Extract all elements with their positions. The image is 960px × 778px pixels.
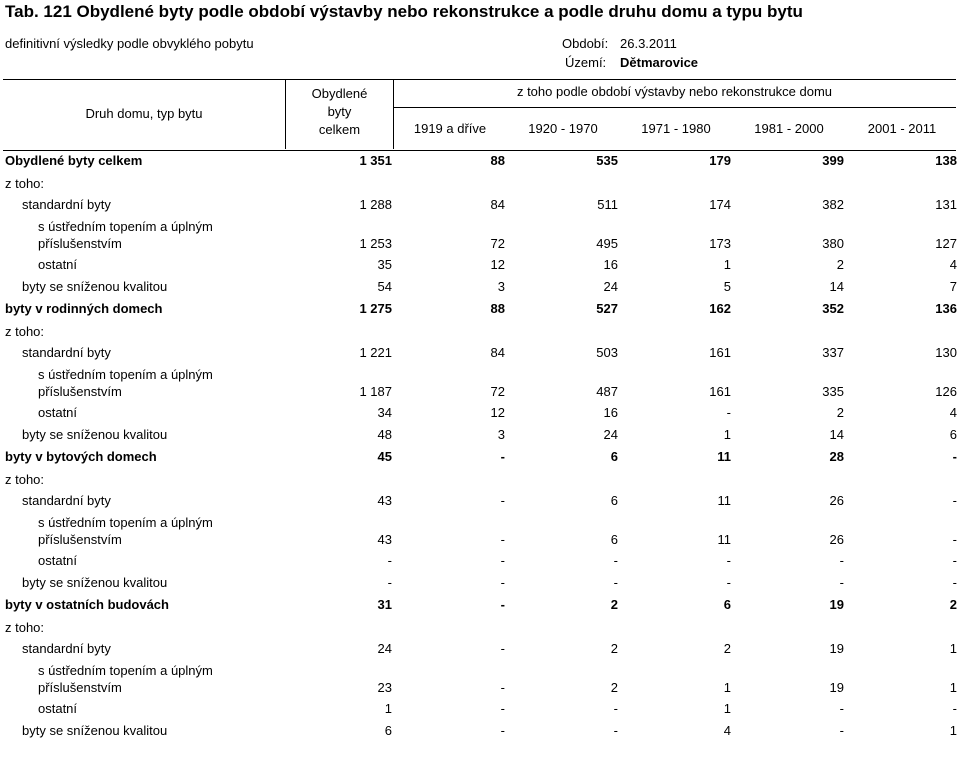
row-label: byty se sníženou kvalitou	[22, 427, 168, 442]
table-row	[0, 405, 960, 423]
row-label: z toho:	[5, 176, 45, 191]
cell-total: -	[387, 575, 392, 590]
cell-period-5: 130	[935, 345, 957, 360]
period-group-header: z toho podle období výstavby nebo rekonstrukce domu	[516, 84, 833, 99]
cell-period-4: 26	[829, 493, 844, 508]
cell-period-1: -	[500, 680, 505, 695]
cell-period-2: 2	[610, 597, 618, 612]
row-label: z toho:	[5, 324, 45, 339]
cell-period-3: 11	[717, 532, 731, 547]
cell-period-5: 138	[935, 153, 957, 168]
cell-total: 1 288	[359, 197, 392, 212]
row-label: ostatní	[38, 701, 78, 716]
cell-period-5: 1	[949, 641, 957, 656]
table-row	[0, 472, 960, 490]
cell-period-4: -	[839, 575, 844, 590]
cell-period-1: 3	[497, 279, 505, 294]
row-label-continued: příslušenstvím	[38, 236, 122, 251]
cell-period-1: -	[500, 641, 505, 656]
table-row	[0, 176, 960, 194]
row-header: Druh domu, typ bytu	[85, 106, 203, 121]
cell-period-4: 380	[822, 236, 844, 251]
cell-period-1: -	[500, 553, 505, 568]
row-label: byty se sníženou kvalitou	[22, 279, 168, 294]
table-row	[0, 153, 960, 171]
table-row	[0, 575, 960, 593]
cell-period-1: 72	[490, 384, 505, 399]
cell-period-1: 88	[490, 301, 505, 316]
row-label: s ústředním topením a úplným	[38, 367, 213, 382]
row-label: standardní byty	[22, 493, 111, 508]
cell-period-4: -	[839, 723, 844, 738]
cell-period-2: 511	[597, 197, 618, 212]
cell-period-3: 162	[709, 301, 731, 316]
table-row	[0, 219, 960, 255]
cell-period-2: 535	[596, 153, 618, 168]
cell-period-3: 174	[709, 197, 731, 212]
cell-total: 34	[377, 405, 392, 420]
cell-period-2: 2	[610, 680, 618, 695]
cell-period-4: 382	[822, 197, 844, 212]
cell-period-2: 495	[596, 236, 618, 251]
cell-total: 1 221	[359, 345, 392, 360]
cell-period-2: 6	[610, 449, 618, 464]
cell-period-1: -	[500, 493, 505, 508]
cell-period-5: 1	[949, 723, 957, 738]
cell-period-4: 14	[829, 427, 844, 442]
cell-period-4: 335	[822, 384, 844, 399]
cell-period-5: -	[952, 449, 957, 464]
cell-period-5: 136	[935, 301, 957, 316]
cell-period-5: 6	[949, 427, 957, 442]
row-label-continued: příslušenstvím	[38, 384, 122, 399]
row-label-continued: příslušenstvím	[38, 532, 122, 547]
cell-period-1: 3	[497, 427, 505, 442]
table-row	[0, 493, 960, 511]
table-row	[0, 663, 960, 699]
cell-period-1: -	[500, 575, 505, 590]
cell-period-4: 26	[829, 532, 844, 547]
cell-period-2: 24	[603, 427, 618, 442]
cell-period-2: 24	[603, 279, 618, 294]
cell-period-4: 19	[829, 641, 844, 656]
row-label-continued: příslušenstvím	[38, 680, 122, 695]
cell-period-4: 2	[836, 257, 844, 272]
table-row	[0, 723, 960, 741]
cell-total: 1 275	[359, 301, 392, 316]
total-header-line1: Obydlené	[311, 86, 368, 101]
table-row	[0, 449, 960, 467]
cell-period-5: 126	[935, 384, 957, 399]
row-label: ostatní	[38, 553, 78, 568]
cell-period-2: 6	[610, 532, 618, 547]
cell-period-3: 4	[723, 723, 731, 738]
cell-period-4: -	[839, 553, 844, 568]
table-row	[0, 641, 960, 659]
cell-period-3: 173	[709, 236, 731, 251]
cell-period-4: 19	[829, 597, 844, 612]
table-row	[0, 701, 960, 719]
cell-total: 24	[377, 641, 392, 656]
row-label: standardní byty	[22, 345, 111, 360]
table-subtitle: definitivní výsledky podle obvyklého pobytu	[5, 36, 254, 51]
table-row	[0, 597, 960, 615]
cell-total: 48	[377, 427, 392, 442]
row-label: byty v rodinných domech	[5, 301, 163, 316]
cell-total: 43	[377, 532, 392, 547]
cell-total: 54	[377, 279, 392, 294]
cell-period-2: 2	[610, 641, 618, 656]
cell-total: 1 187	[359, 384, 392, 399]
cell-period-3: -	[726, 553, 731, 568]
cell-period-1: 84	[490, 345, 505, 360]
row-label: byty v bytových domech	[5, 449, 157, 464]
cell-period-2: -	[613, 553, 618, 568]
table-row	[0, 301, 960, 319]
cell-period-4: 337	[822, 345, 844, 360]
cell-period-1: 12	[490, 257, 505, 272]
cell-period-1: -	[500, 701, 505, 716]
row-label: s ústředním topením a úplným	[38, 663, 213, 678]
cell-period-5: 127	[935, 236, 957, 251]
cell-total: 35	[377, 257, 392, 272]
cell-total: 1 351	[359, 153, 392, 168]
cell-period-2: 487	[596, 384, 618, 399]
row-label: s ústředním topením a úplným	[38, 515, 213, 530]
cell-period-5: -	[952, 701, 957, 716]
area-value: Dětmarovice	[620, 55, 699, 70]
cell-period-3: 161	[709, 384, 731, 399]
row-label: byty v ostatních budovách	[5, 597, 169, 612]
row-label: s ústředním topením a úplným	[38, 219, 213, 234]
cell-period-5: -	[952, 553, 957, 568]
cell-total: 1	[384, 701, 392, 716]
cell-period-2: 503	[596, 345, 618, 360]
cell-period-2: -	[613, 723, 618, 738]
period-header-1: 1919 a dříve	[413, 121, 487, 136]
row-label: ostatní	[38, 257, 78, 272]
row-label: byty se sníženou kvalitou	[22, 575, 168, 590]
cell-total: 6	[384, 723, 392, 738]
period-value: 26.3.2011	[620, 36, 677, 51]
cell-period-3: 1	[723, 680, 731, 695]
cell-period-2: -	[613, 701, 618, 716]
table-row	[0, 620, 960, 638]
cell-period-1: 84	[490, 197, 505, 212]
cell-period-4: 28	[829, 449, 844, 464]
cell-total: -	[387, 553, 392, 568]
cell-period-5: 1	[949, 680, 957, 695]
total-header-line3: celkem	[318, 122, 361, 137]
cell-period-5: 7	[949, 279, 957, 294]
row-label: ostatní	[38, 405, 78, 420]
row-label: standardní byty	[22, 641, 111, 656]
table-row	[0, 553, 960, 571]
table-row	[0, 427, 960, 445]
cell-period-3: -	[726, 405, 731, 420]
row-label: z toho:	[5, 620, 45, 635]
cell-total: 1 253	[359, 236, 392, 251]
cell-period-3: 1	[723, 257, 731, 272]
cell-period-2: 527	[596, 301, 618, 316]
period-label: Období:	[562, 36, 609, 51]
table-title: Tab. 121 Obydlené byty podle období výstavby nebo rekonstrukce a podle druhu domu a typu bytu	[5, 2, 803, 21]
cell-period-2: 16	[603, 405, 618, 420]
cell-total: 23	[377, 680, 392, 695]
period-header-3: 1971 - 1980	[641, 121, 711, 136]
cell-period-4: 2	[836, 405, 844, 420]
cell-period-2: 6	[610, 493, 618, 508]
cell-period-1: -	[500, 532, 505, 547]
header-subdivider	[393, 107, 956, 108]
area-label: Území:	[565, 55, 607, 70]
row-label: byty se sníženou kvalitou	[22, 723, 168, 738]
row-label: standardní byty	[22, 197, 111, 212]
cell-period-3: 179	[709, 153, 731, 168]
table-row	[0, 197, 960, 215]
cell-period-4: 14	[829, 279, 844, 294]
cell-period-4: 399	[822, 153, 844, 168]
table-row	[0, 515, 960, 551]
period-header-5: 2001 - 2011	[867, 121, 937, 136]
cell-period-1: -	[500, 449, 505, 464]
cell-period-3: 5	[723, 279, 731, 294]
cell-period-1: 12	[490, 405, 505, 420]
cell-period-3: 161	[709, 345, 731, 360]
cell-period-3: 1	[723, 701, 731, 716]
cell-period-3: 11	[717, 449, 731, 464]
cell-period-1: 88	[490, 153, 505, 168]
table-row	[0, 324, 960, 342]
cell-period-3: 6	[723, 597, 731, 612]
cell-period-1: -	[500, 723, 505, 738]
cell-period-4: -	[839, 701, 844, 716]
cell-period-5: 4	[949, 257, 957, 272]
total-header-line2: byty	[327, 104, 352, 119]
cell-period-4: 352	[822, 301, 844, 316]
cell-period-5: -	[952, 532, 957, 547]
cell-period-4: 19	[829, 680, 844, 695]
table-row	[0, 367, 960, 403]
cell-period-3: -	[726, 575, 731, 590]
cell-period-5: -	[952, 575, 957, 590]
cell-period-5: -	[952, 493, 957, 508]
table-row	[0, 257, 960, 275]
cell-period-5: 131	[935, 197, 957, 212]
cell-period-2: -	[613, 575, 618, 590]
cell-period-3: 11	[717, 493, 731, 508]
period-header-4: 1981 - 2000	[754, 121, 824, 136]
cell-total: 43	[377, 493, 392, 508]
cell-period-3: 2	[723, 641, 731, 656]
table-row	[0, 345, 960, 363]
period-header-2: 1920 - 1970	[528, 121, 598, 136]
cell-period-3: 1	[723, 427, 731, 442]
row-label: z toho:	[5, 472, 45, 487]
cell-period-2: 16	[603, 257, 618, 272]
cell-period-1: 72	[490, 236, 505, 251]
row-label: Obydlené byty celkem	[5, 153, 143, 168]
cell-period-5: 4	[949, 405, 957, 420]
cell-period-1: -	[500, 597, 505, 612]
cell-total: 31	[377, 597, 392, 612]
cell-period-5: 2	[949, 597, 957, 612]
table-row	[0, 279, 960, 297]
cell-total: 45	[377, 449, 392, 464]
